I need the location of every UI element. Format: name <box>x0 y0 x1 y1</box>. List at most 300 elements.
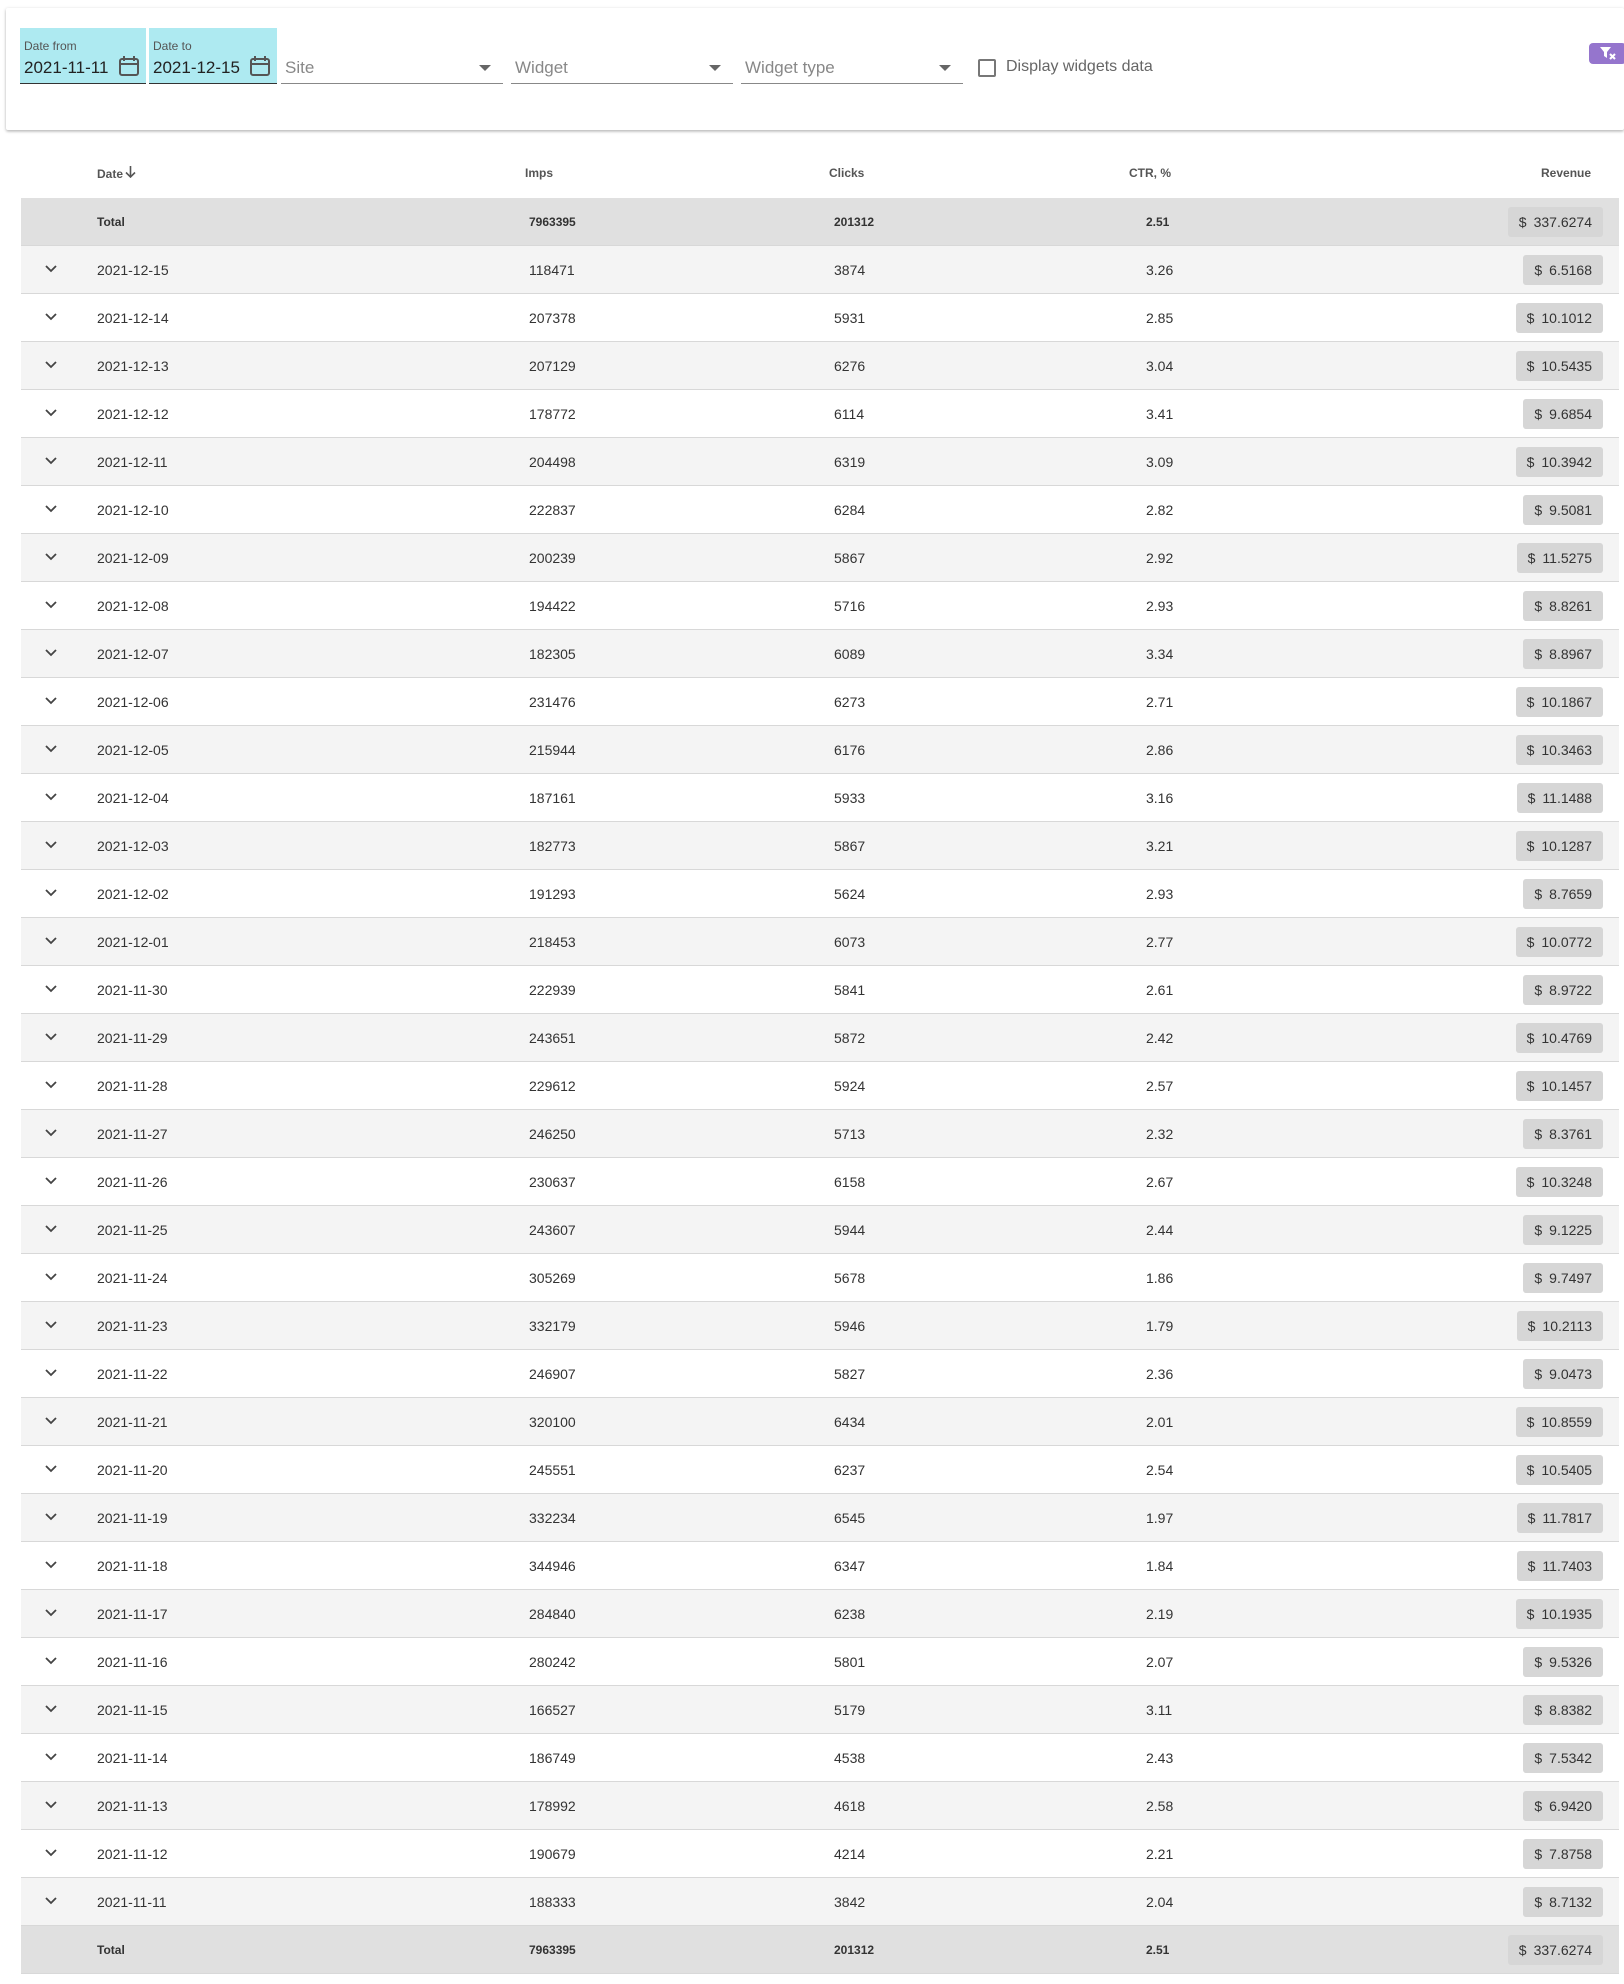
revenue-chip <box>1523 1887 1603 1917</box>
cell-ctr: 2.04 <box>1146 1894 1174 1910</box>
cell-ctr: 2.32 <box>1146 1126 1174 1142</box>
cell-ctr: 3.21 <box>1146 838 1174 854</box>
cell-date: 2021-11-15 <box>97 1702 168 1718</box>
currency-symbol: $ <box>1534 1798 1543 1814</box>
currency-symbol: $ <box>1526 1462 1535 1478</box>
cell-date: 2021-12-15 <box>97 262 169 278</box>
cell-ctr: 2.57 <box>1146 1078 1174 1094</box>
revenue-value: 10.5435 <box>1541 358 1592 374</box>
display-widgets-checkbox[interactable] <box>978 59 996 77</box>
table-row[interactable] <box>21 774 1619 822</box>
cell-ctr: 2.82 <box>1146 502 1174 518</box>
cell-ctr: 1.86 <box>1146 1270 1174 1286</box>
revenue-value: 10.1012 <box>1541 310 1592 326</box>
chevron-down-icon[interactable] <box>44 1320 58 1330</box>
currency-symbol: $ <box>1526 1174 1535 1190</box>
dropdown-arrow-icon <box>479 65 491 71</box>
cell-ctr: 3.11 <box>1146 1702 1173 1718</box>
chevron-down-icon[interactable] <box>44 312 58 322</box>
table-row[interactable] <box>21 678 1619 726</box>
site-select[interactable] <box>281 28 503 84</box>
cell-imps: 215944 <box>529 742 576 758</box>
table-row[interactable] <box>21 1350 1619 1398</box>
cell-date: 2021-12-02 <box>97 886 169 902</box>
cell-imps: 230637 <box>529 1174 576 1190</box>
cell-imps: 178992 <box>529 1798 576 1814</box>
table-row[interactable] <box>21 246 1619 294</box>
revenue-value: 6.5168 <box>1549 262 1592 278</box>
cell-clicks: 5624 <box>834 886 866 902</box>
cell-imps: 178772 <box>529 406 576 422</box>
cell-clicks: 201312 <box>834 215 875 229</box>
revenue-chip <box>1517 1503 1603 1533</box>
cell-ctr: 2.92 <box>1146 550 1174 566</box>
revenue-chip <box>1523 1695 1603 1725</box>
chevron-down-icon[interactable] <box>44 600 58 610</box>
table-row[interactable] <box>21 342 1619 390</box>
cell-imps: 190679 <box>529 1846 576 1862</box>
table-row[interactable] <box>21 1782 1619 1830</box>
chevron-down-icon[interactable] <box>44 456 58 466</box>
cell-ctr: 2.85 <box>1146 310 1174 326</box>
cell-clicks: 5713 <box>834 1126 866 1142</box>
revenue-value: 10.3942 <box>1541 454 1592 470</box>
filter-clear-button[interactable] <box>1589 43 1624 64</box>
chevron-down-icon[interactable] <box>44 792 58 802</box>
table-row[interactable] <box>21 1014 1619 1062</box>
cell-clicks: 6284 <box>834 502 866 518</box>
revenue-value: 8.8261 <box>1549 598 1592 614</box>
cell-ctr: 2.36 <box>1146 1366 1174 1382</box>
cell-clicks: 5827 <box>834 1366 866 1382</box>
cell-imps: 204498 <box>529 454 576 470</box>
date-to-label: Date to <box>153 39 192 53</box>
chevron-down-icon[interactable] <box>44 264 58 274</box>
currency-symbol: $ <box>1526 358 1535 374</box>
cell-clicks: 4618 <box>834 1798 866 1814</box>
revenue-value: 10.2113 <box>1542 1318 1592 1334</box>
chevron-down-icon[interactable] <box>44 552 58 562</box>
cell-imps: 182773 <box>529 838 576 854</box>
cell-imps: 7963395 <box>529 1943 576 1957</box>
cell-ctr: 2.54 <box>1146 1462 1174 1478</box>
currency-symbol: $ <box>1534 1846 1543 1862</box>
cell-imps: 231476 <box>529 694 576 710</box>
cell-date: 2021-12-08 <box>97 598 169 614</box>
chevron-down-icon[interactable] <box>44 1176 58 1186</box>
revenue-chip <box>1516 831 1603 861</box>
currency-symbol: $ <box>1534 502 1543 518</box>
table-row[interactable] <box>21 822 1619 870</box>
chevron-down-icon[interactable] <box>44 360 58 370</box>
revenue-chip <box>1523 255 1603 285</box>
cell-imps: 194422 <box>529 598 576 614</box>
revenue-chip <box>1516 687 1603 717</box>
revenue-chip <box>1523 1743 1603 1773</box>
chevron-down-icon[interactable] <box>44 1704 58 1714</box>
revenue-chip <box>1523 1647 1603 1677</box>
revenue-value: 11.7817 <box>1542 1510 1592 1526</box>
cell-clicks: 6347 <box>834 1558 866 1574</box>
cell-date: 2021-12-07 <box>97 646 169 662</box>
cell-date: 2021-11-18 <box>97 1558 168 1574</box>
calendar-icon[interactable] <box>118 56 140 76</box>
chevron-down-icon[interactable] <box>44 1896 58 1906</box>
cell-imps: 320100 <box>529 1414 576 1430</box>
chevron-down-icon[interactable] <box>44 1416 58 1426</box>
chevron-down-icon[interactable] <box>44 936 58 946</box>
currency-symbol: $ <box>1526 742 1535 758</box>
cell-clicks: 6114 <box>834 406 865 422</box>
table-row[interactable] <box>21 1254 1619 1302</box>
table-row[interactable] <box>21 1542 1619 1590</box>
revenue-value: 8.9722 <box>1549 982 1592 998</box>
chevron-down-icon[interactable] <box>44 1656 58 1666</box>
date-to-value: 2021-12-15 <box>153 58 240 77</box>
cell-clicks: 4538 <box>834 1750 866 1766</box>
cell-imps: 246907 <box>529 1366 576 1382</box>
revenue-chip <box>1516 1023 1603 1053</box>
cell-imps: 245551 <box>529 1462 576 1478</box>
cell-clicks: 5841 <box>834 982 866 998</box>
filter-bar <box>6 8 1624 130</box>
cell-imps: 246250 <box>529 1126 576 1142</box>
cell-imps: 284840 <box>529 1606 576 1622</box>
currency-symbol: $ <box>1527 1558 1536 1574</box>
cell-clicks: 6434 <box>834 1414 866 1430</box>
revenue-value: 8.7659 <box>1549 886 1592 902</box>
revenue-chip <box>1508 207 1603 237</box>
cell-date: 2021-12-05 <box>97 742 169 758</box>
chevron-down-icon[interactable] <box>44 1128 58 1138</box>
currency-symbol: $ <box>1534 406 1543 422</box>
calendar-icon[interactable] <box>249 56 271 76</box>
chevron-down-icon[interactable] <box>44 696 58 706</box>
cell-ctr: 2.19 <box>1146 1606 1174 1622</box>
cell-imps: 200239 <box>529 550 576 566</box>
revenue-value: 9.7497 <box>1549 1270 1592 1286</box>
chevron-down-icon[interactable] <box>44 1272 58 1282</box>
cell-date: 2021-11-30 <box>97 982 168 998</box>
chevron-down-icon[interactable] <box>44 1464 58 1474</box>
table-row[interactable] <box>21 1686 1619 1734</box>
widget-type-placeholder: Widget type <box>745 58 835 77</box>
cell-imps: 344946 <box>529 1558 576 1574</box>
currency-symbol: $ <box>1526 1078 1535 1094</box>
currency-symbol: $ <box>1534 1750 1543 1766</box>
cell-ctr: 2.71 <box>1146 694 1174 710</box>
cell-ctr: 2.07 <box>1146 1654 1174 1670</box>
cell-ctr: 2.01 <box>1146 1414 1174 1430</box>
header-imps[interactable]: Imps <box>525 166 554 180</box>
table-row[interactable] <box>21 966 1619 1014</box>
table-row[interactable] <box>21 438 1619 486</box>
header-clicks[interactable]: Clicks <box>829 166 865 180</box>
date-to-field[interactable] <box>149 28 277 84</box>
cell-imps: 207378 <box>529 310 576 326</box>
currency-symbol: $ <box>1527 790 1536 806</box>
date-from-field[interactable] <box>20 28 146 84</box>
table-row[interactable] <box>21 1302 1619 1350</box>
cell-date: 2021-11-11 <box>97 1894 167 1910</box>
table-row[interactable] <box>21 1590 1619 1638</box>
revenue-chip <box>1523 879 1603 909</box>
cell-date: Total <box>97 215 125 229</box>
date-from-value: 2021-11-11 <box>24 58 109 77</box>
cell-clicks: 3874 <box>834 262 866 278</box>
revenue-chip <box>1523 1263 1603 1293</box>
cell-date: 2021-11-20 <box>97 1462 168 1478</box>
table-row[interactable] <box>21 1638 1619 1686</box>
cell-ctr: 2.43 <box>1146 1750 1174 1766</box>
revenue-value: 11.5275 <box>1542 550 1592 566</box>
cell-ctr: 3.09 <box>1146 454 1174 470</box>
table-row[interactable] <box>21 1398 1619 1446</box>
revenue-value: 11.1488 <box>1542 790 1592 806</box>
cell-imps: 332234 <box>529 1510 576 1526</box>
cell-ctr: 2.61 <box>1146 982 1174 998</box>
cell-imps: 7963395 <box>529 215 576 229</box>
cell-date: 2021-11-23 <box>97 1318 168 1334</box>
cell-date: 2021-11-13 <box>97 1798 168 1814</box>
cell-imps: 166527 <box>529 1702 576 1718</box>
table-row[interactable] <box>21 918 1619 966</box>
cell-imps: 207129 <box>529 358 576 374</box>
currency-symbol: $ <box>1534 646 1543 662</box>
table-row[interactable] <box>21 1734 1619 1782</box>
revenue-value: 10.4769 <box>1541 1030 1592 1046</box>
cell-clicks: 6237 <box>834 1462 866 1478</box>
cell-date: 2021-11-16 <box>97 1654 168 1670</box>
cell-imps: 218453 <box>529 934 576 950</box>
cell-date: 2021-12-09 <box>97 550 169 566</box>
revenue-value: 8.7132 <box>1549 1894 1592 1910</box>
table-row[interactable] <box>21 390 1619 438</box>
cell-ctr: 3.34 <box>1146 646 1174 662</box>
cell-clicks: 6273 <box>834 694 866 710</box>
currency-symbol: $ <box>1534 262 1543 278</box>
table-body <box>21 198 1619 1974</box>
cell-clicks: 3842 <box>834 1894 866 1910</box>
revenue-chip <box>1523 1359 1603 1389</box>
total-row <box>21 198 1619 246</box>
table-row[interactable] <box>21 630 1619 678</box>
cell-clicks: 5179 <box>834 1702 866 1718</box>
revenue-value: 7.5342 <box>1549 1750 1592 1766</box>
table-row[interactable] <box>21 1206 1619 1254</box>
cell-date: 2021-11-21 <box>97 1414 168 1430</box>
cell-clicks: 6276 <box>834 358 866 374</box>
cell-clicks: 5678 <box>834 1270 866 1286</box>
currency-symbol: $ <box>1526 838 1535 854</box>
chevron-down-icon[interactable] <box>44 1848 58 1858</box>
widget-type-select[interactable] <box>741 28 963 84</box>
cell-date: 2021-11-17 <box>97 1606 168 1622</box>
table-row[interactable] <box>21 1878 1619 1926</box>
table-row[interactable] <box>21 486 1619 534</box>
cell-clicks: 6238 <box>834 1606 866 1622</box>
cell-date: 2021-12-06 <box>97 694 169 710</box>
cell-ctr: 2.93 <box>1146 598 1174 614</box>
table-row[interactable] <box>21 1446 1619 1494</box>
chevron-down-icon[interactable] <box>44 408 58 418</box>
header-date[interactable]: Date <box>97 166 136 181</box>
cell-ctr: 3.26 <box>1146 262 1174 278</box>
cell-clicks: 5867 <box>834 550 866 566</box>
revenue-chip <box>1516 1455 1603 1485</box>
revenue-value: 337.6274 <box>1533 214 1592 230</box>
cell-clicks: 5946 <box>834 1318 866 1334</box>
cell-date: 2021-12-03 <box>97 838 169 854</box>
chevron-down-icon[interactable] <box>44 1752 58 1762</box>
dropdown-arrow-icon <box>939 65 951 71</box>
cell-ctr: 2.67 <box>1146 1174 1174 1190</box>
cell-date: 2021-11-24 <box>97 1270 168 1286</box>
revenue-chip <box>1517 1311 1603 1341</box>
cell-date: 2021-11-28 <box>97 1078 168 1094</box>
revenue-chip <box>1517 543 1603 573</box>
currency-symbol: $ <box>1534 1702 1543 1718</box>
table-row[interactable] <box>21 1110 1619 1158</box>
revenue-chip <box>1516 927 1603 957</box>
currency-symbol: $ <box>1518 1942 1527 1958</box>
revenue-value: 337.6274 <box>1533 1942 1592 1958</box>
currency-symbol: $ <box>1527 550 1536 566</box>
cell-clicks: 5801 <box>834 1654 866 1670</box>
revenue-value: 10.5405 <box>1541 1462 1592 1478</box>
currency-symbol: $ <box>1534 1270 1543 1286</box>
cell-clicks: 5867 <box>834 838 866 854</box>
currency-symbol: $ <box>1526 310 1535 326</box>
table-row[interactable] <box>21 1062 1619 1110</box>
cell-ctr: 2.93 <box>1146 886 1174 902</box>
currency-symbol: $ <box>1526 934 1535 950</box>
cell-date: 2021-11-29 <box>97 1030 168 1046</box>
widget-select[interactable] <box>511 28 733 84</box>
cell-clicks: 5716 <box>834 598 866 614</box>
cell-ctr: 2.51 <box>1146 215 1170 229</box>
cell-imps: 187161 <box>529 790 576 806</box>
cell-date: 2021-12-14 <box>97 310 169 326</box>
chevron-down-icon[interactable] <box>44 1560 58 1570</box>
chevron-down-icon[interactable] <box>44 504 58 514</box>
cell-date: 2021-12-11 <box>97 454 168 470</box>
revenue-chip <box>1517 1551 1603 1581</box>
arrow-down-icon <box>125 166 136 178</box>
date-from-label: Date from <box>24 39 77 53</box>
revenue-chip <box>1523 495 1603 525</box>
table-row[interactable] <box>21 870 1619 918</box>
revenue-chip <box>1516 1167 1603 1197</box>
header-revenue[interactable]: Revenue <box>1541 166 1592 180</box>
currency-symbol: $ <box>1534 1126 1543 1142</box>
revenue-value: 6.9420 <box>1549 1798 1592 1814</box>
revenue-value: 10.1935 <box>1541 1606 1592 1622</box>
cell-clicks: 5924 <box>834 1078 866 1094</box>
cell-imps: 186749 <box>529 1750 576 1766</box>
table-row[interactable] <box>21 1494 1619 1542</box>
revenue-value: 10.1867 <box>1541 694 1592 710</box>
revenue-value: 10.3463 <box>1541 742 1592 758</box>
cell-imps: 191293 <box>529 886 576 902</box>
revenue-chip <box>1516 351 1603 381</box>
cell-imps: 280242 <box>529 1654 576 1670</box>
table-row[interactable] <box>21 582 1619 630</box>
currency-symbol: $ <box>1527 1318 1536 1334</box>
table-row[interactable] <box>21 1158 1619 1206</box>
revenue-value: 11.7403 <box>1542 1558 1592 1574</box>
chevron-down-icon[interactable] <box>44 1080 58 1090</box>
currency-symbol: $ <box>1526 1414 1535 1430</box>
chevron-down-icon[interactable] <box>44 744 58 754</box>
cell-clicks: 5931 <box>834 310 866 326</box>
stats-table <box>6 150 1624 1984</box>
revenue-chip <box>1523 1839 1603 1869</box>
total-row <box>21 1926 1619 1974</box>
cell-date: 2021-11-26 <box>97 1174 168 1190</box>
currency-symbol: $ <box>1526 454 1535 470</box>
revenue-chip <box>1516 1407 1603 1437</box>
revenue-value: 10.3248 <box>1541 1174 1592 1190</box>
chevron-down-icon[interactable] <box>44 1368 58 1378</box>
table-row[interactable] <box>21 1830 1619 1878</box>
table-row[interactable] <box>21 294 1619 342</box>
cell-ctr: 3.04 <box>1146 358 1174 374</box>
cell-date: 2021-11-19 <box>97 1510 168 1526</box>
cell-date: 2021-12-04 <box>97 790 169 806</box>
cell-imps: 118471 <box>529 262 575 278</box>
header-ctr[interactable]: CTR, % <box>1129 166 1171 180</box>
cell-imps: 222837 <box>529 502 576 518</box>
chevron-down-icon[interactable] <box>44 1512 58 1522</box>
revenue-chip <box>1523 1119 1603 1149</box>
cell-ctr: 1.84 <box>1146 1558 1174 1574</box>
currency-symbol: $ <box>1526 1606 1535 1622</box>
site-placeholder: Site <box>285 58 315 77</box>
chevron-down-icon[interactable] <box>44 1800 58 1810</box>
table-row[interactable] <box>21 534 1619 582</box>
currency-symbol: $ <box>1534 1222 1543 1238</box>
chevron-down-icon[interactable] <box>44 1224 58 1234</box>
revenue-value: 10.0772 <box>1541 934 1592 950</box>
revenue-chip <box>1523 399 1603 429</box>
cell-ctr: 1.97 <box>1146 1510 1174 1526</box>
widget-placeholder: Widget <box>515 58 568 77</box>
chevron-down-icon[interactable] <box>44 984 58 994</box>
chevron-down-icon[interactable] <box>44 648 58 658</box>
currency-symbol: $ <box>1534 982 1543 998</box>
dropdown-arrow-icon <box>709 65 721 71</box>
chevron-down-icon[interactable] <box>44 888 58 898</box>
chevron-down-icon[interactable] <box>44 840 58 850</box>
display-widgets-label[interactable]: Display widgets data <box>1006 58 1153 75</box>
chevron-down-icon[interactable] <box>44 1608 58 1618</box>
cell-date: 2021-11-22 <box>97 1366 168 1382</box>
cell-imps: 305269 <box>529 1270 576 1286</box>
cell-ctr: 2.44 <box>1146 1222 1174 1238</box>
revenue-value: 9.6854 <box>1549 406 1592 422</box>
table-row[interactable] <box>21 726 1619 774</box>
cell-date: Total <box>97 1943 125 1957</box>
revenue-chip <box>1508 1935 1603 1965</box>
cell-ctr: 3.16 <box>1146 790 1174 806</box>
chevron-down-icon[interactable] <box>44 1032 58 1042</box>
cell-clicks: 5933 <box>834 790 866 806</box>
currency-symbol: $ <box>1534 1366 1543 1382</box>
cell-ctr: 2.21 <box>1146 1846 1174 1862</box>
currency-symbol: $ <box>1534 1654 1543 1670</box>
revenue-value: 8.8382 <box>1549 1702 1592 1718</box>
